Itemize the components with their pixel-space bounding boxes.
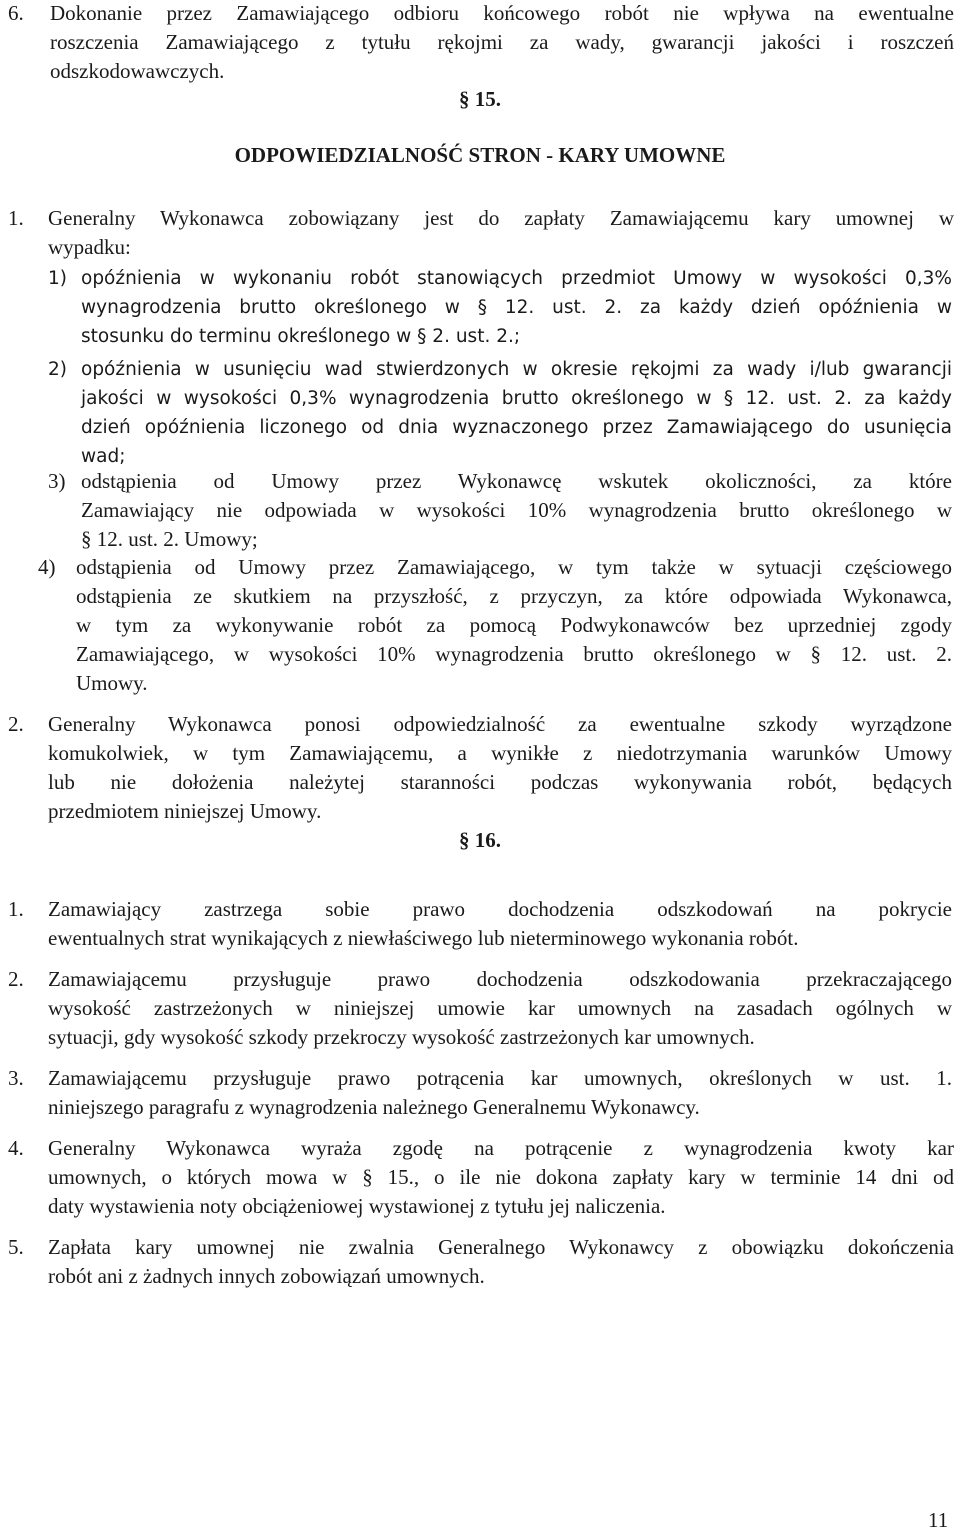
text-line: ewentualnych strat wynikających z niewłaściwego lub nieterminowego wykonania robót. [48, 926, 799, 950]
text-line: Zamawiającego, w wysokości 10% wynagrodzenia brutto określonego w § 12. ust. 2. [76, 642, 952, 666]
text-line: Generalny Wykonawca wyraża zgodę na potrącenie z wynagrodzenia kwoty kar [48, 1136, 954, 1160]
text-line: Zamawiający nie odpowiada w wysokości 10% wynagrodzenia brutto określonego w [81, 498, 952, 522]
text-line: odstąpienia od Umowy przez Zamawiającego, w tym także w sytuacji częściowego [76, 555, 952, 579]
subitem-number: 4) [38, 555, 56, 579]
text-line: roszczenia Zamawiającego z tytułu rękojmi za wady, gwarancji jakości i roszczeń [50, 30, 954, 54]
text-line: lub nie dołożenia należytej staranności podczas wykonywania robót, będących [48, 770, 952, 794]
item-number: 4. [8, 1136, 24, 1160]
item-number: 2. [8, 712, 24, 736]
text-line: stosunku do terminu określonego w § 2. ust. 2.; [81, 326, 521, 347]
text-line: wad; [81, 446, 126, 467]
text-line: Zamawiającemu przysługuje prawo dochodzenia odszkodowania przekraczającego [48, 967, 952, 991]
text-line: Umowy. [76, 671, 148, 695]
text-line: Zamawiający zastrzega sobie prawo dochodzenia odszkodowań na pokrycie [48, 897, 952, 921]
text-line: w tym za wykonywanie robót za pomocą Podwykonawców bez uprzedniej zgody [76, 613, 952, 637]
text-line: daty wystawienia noty obciążeniowej wystawionej z tytułu jej naliczenia. [48, 1194, 666, 1218]
text-line: odstąpienia ze skutkiem na przyszłość, z przyczyn, za które odpowiada Wykonawca, [76, 584, 952, 608]
item-number: 1. [8, 897, 24, 921]
text-line: dzień opóźnienia liczonego od dnia wyznaczonego przez Zamawiającego do usunięcia [81, 417, 952, 438]
subitem-number: 1) [48, 268, 67, 289]
section-number: § 15. [459, 87, 501, 111]
text-line: niniejszego paragrafu z wynagrodzenia należnego Generalnemu Wykonawcy. [48, 1095, 700, 1119]
text-line: umownych, o których mowa w § 15., o ile nie dokona zapłaty kary w terminie 14 dni od [48, 1165, 954, 1189]
subitem-number: 2) [48, 359, 67, 380]
item-number: 1. [8, 206, 24, 230]
section-number: § 16. [459, 828, 501, 852]
text-line: § 12. ust. 2. Umowy; [81, 527, 258, 551]
text-line: odstąpienia od Umowy przez Wykonawcę wskutek okoliczności, za które [81, 469, 952, 493]
text-line: jakości w wysokości 0,3% wynagrodzenia brutto określonego w § 12. ust. 2. za każdy [81, 388, 952, 409]
text-line: wysokość zastrzeżonych w niniejszej umowie kar umownych na zasadach ogólnych w [48, 996, 952, 1020]
section-title: ODPOWIEDZIALNOŚĆ STRON - KARY UMOWNE [234, 143, 726, 167]
text-line: przedmiotem niniejszej Umowy. [48, 799, 322, 823]
item-number: 2. [8, 967, 24, 991]
text-line: opóźnienia w wykonaniu robót stanowiących przedmiot Umowy w wysokości 0,3% [81, 268, 952, 289]
page-number: 11 [928, 1508, 949, 1532]
text-line: Zapłata kary umownej nie zwalnia Generalnego Wykonawcy z obowiązku dokończenia [48, 1235, 954, 1259]
text-line: Zamawiającemu przysługuje prawo potrącenia kar umownych, określonych w ust. 1. [48, 1066, 952, 1090]
text-line: wynagrodzenia brutto określonego w § 12. ust. 2. za każdy dzień opóźnienia w [81, 297, 952, 318]
text-line: Dokonanie przez Zamawiającego odbioru końcowego robót nie wpływa na ewentualne [50, 1, 954, 25]
text-line: Generalny Wykonawca ponosi odpowiedzialność za ewentualne szkody wyrządzone [48, 712, 952, 736]
text-line: komukolwiek, w tym Zamawiającemu, a wynikłe z niedotrzymania warunków Umowy [48, 741, 952, 765]
subitem-number: 3) [48, 469, 66, 493]
item-number: 6. [8, 1, 24, 25]
text-line: odszkodowawczych. [50, 59, 225, 83]
text-line: opóźnienia w usunięciu wad stwierdzonych w okresie rękojmi za wady i/lub gwarancji [81, 359, 952, 380]
item-number: 3. [8, 1066, 24, 1090]
text-line: robót ani z żadnych innych zobowiązań umownych. [48, 1264, 485, 1288]
text-line: sytuacji, gdy wysokość szkody przekroczy wysokość zastrzeżonych kar umownych. [48, 1025, 755, 1049]
text-line: Generalny Wykonawca zobowiązany jest do zapłaty Zamawiającemu kary umownej w [48, 206, 954, 230]
item-number: 5. [8, 1235, 24, 1259]
text-line: wypadku: [48, 235, 131, 259]
